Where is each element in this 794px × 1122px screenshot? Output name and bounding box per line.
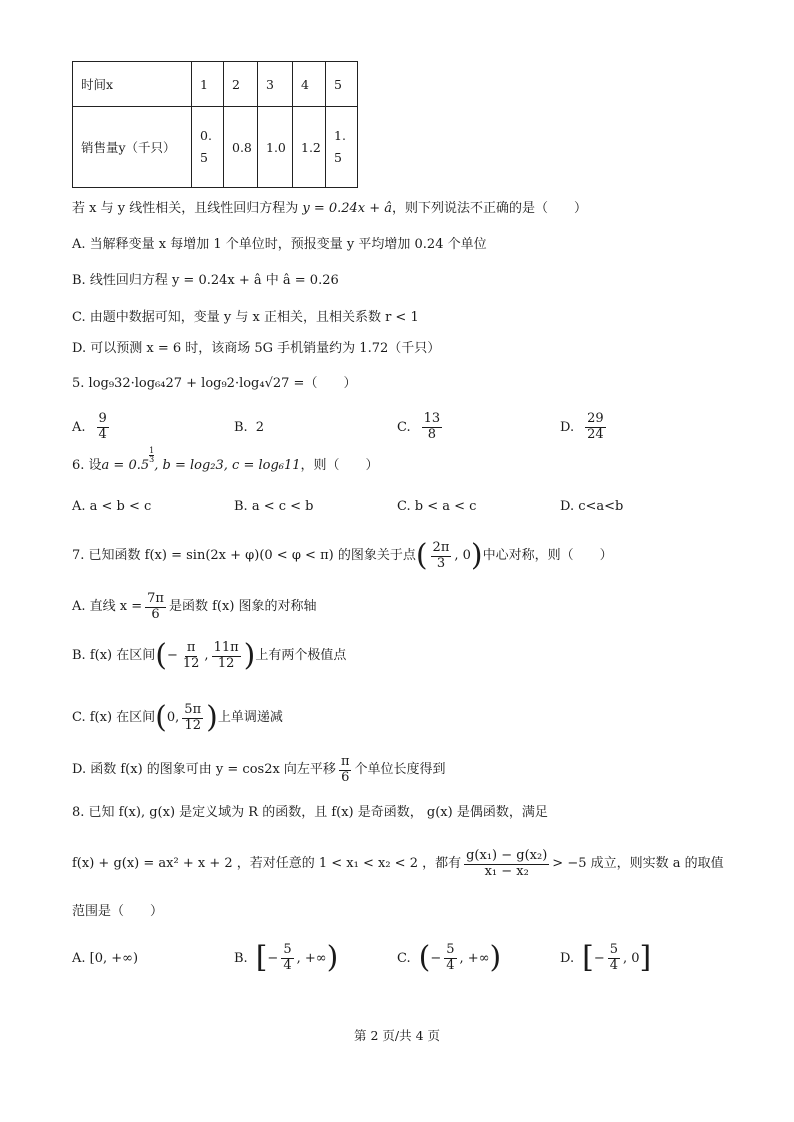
- q8-stem-end: 范围是（ ）: [72, 904, 164, 919]
- denominator: 4: [609, 957, 618, 973]
- fraction: [145, 592, 166, 623]
- q4-option-d: D. 可以预测 x = 6 时，该商场 5G 手机销量约为 1.72（千只）: [72, 341, 441, 356]
- table-cell: [192, 107, 224, 188]
- q8-stem: 8. 已知 f(x), g(x) 是定义域为 R 的函数，且 f(x) 是奇函数， g(x) 是偶函数，满足: [72, 805, 548, 820]
- minus-sign: −: [267, 950, 279, 966]
- denominator: 3: [149, 455, 155, 464]
- fraction: [181, 641, 202, 672]
- table-cell: 2: [224, 62, 258, 107]
- comma: ,: [204, 648, 209, 664]
- q4-stem-tail: ，则下列说法不正确的是（ ）: [392, 201, 588, 216]
- paren-close: ): [206, 700, 218, 735]
- numerator: 5: [283, 941, 292, 957]
- q4-option-b: B. 线性回归方程 y = 0.24x + â 中 â = 0.26: [72, 273, 339, 288]
- denominator: 4: [283, 957, 292, 973]
- minus-sign: −: [593, 950, 605, 966]
- option-text: D. 函数 f(x) 的图象可由 y = cos2x 向左平移: [72, 762, 336, 778]
- q5-option-d: [560, 407, 609, 447]
- paren-open: (: [155, 700, 167, 735]
- fraction: [422, 412, 443, 443]
- q4-equation: y = 0.24x + â: [302, 201, 393, 216]
- table-cell: 1: [192, 62, 224, 107]
- q7-option-c: [72, 697, 283, 739]
- denominator: 6: [341, 769, 350, 785]
- interval-start: 0,: [166, 710, 180, 726]
- option-label: D.: [560, 419, 575, 435]
- fraction: [464, 849, 549, 880]
- q6-stem: [72, 446, 379, 474]
- interval-end: , 0: [623, 950, 640, 966]
- fraction: [212, 641, 241, 672]
- q6-stem-text: 6. 设: [72, 458, 102, 474]
- numerator: g(x₁) − g(x₂): [466, 847, 548, 863]
- denominator: 12: [217, 655, 235, 671]
- denominator: 12: [184, 717, 201, 733]
- q8-condition-tail: > −5 成立，则实数 a 的取值: [552, 856, 724, 872]
- option-text: 上单调递减: [217, 710, 283, 726]
- q4-stem: [72, 201, 587, 217]
- q6-options: [72, 486, 712, 526]
- option-text: B. f(x) 在区间: [72, 648, 156, 664]
- q5-option-a: [72, 407, 112, 447]
- numerator: 5: [446, 941, 455, 957]
- q7-option-d: [72, 749, 446, 791]
- bracket-close: ]: [639, 940, 652, 975]
- fraction: [585, 412, 606, 443]
- exponent-fraction: [149, 447, 154, 464]
- option-text: 上有两个极值点: [255, 648, 347, 664]
- table-cell: 5: [326, 62, 358, 107]
- table-cell: 1.0: [258, 107, 293, 188]
- option-label: D.: [560, 950, 575, 966]
- q8-options: [72, 938, 712, 978]
- interval-end: , +∞: [459, 950, 490, 966]
- q5-option-c: [397, 407, 445, 447]
- q7-stem-tail: 中心对称，则（ ）: [482, 548, 613, 564]
- numerator: π: [340, 753, 350, 769]
- q5-stem: 5. log₉32·log₆₄27 + log₉2·log₄√27 =（ ）: [72, 376, 357, 391]
- q6-option-b: B. a < c < b: [234, 498, 314, 514]
- q7-option-a: [72, 586, 317, 628]
- numerator: 2π: [432, 539, 450, 555]
- paren-close: ): [470, 538, 483, 573]
- q5-option-b: [234, 407, 264, 447]
- page-footer: 第 2 页/共 4 页: [353, 1028, 440, 1043]
- numerator: 9: [98, 410, 107, 426]
- q4-option-a: A. 当解释变量 x 每增加 1 个单位时，预报变量 y 平均增加 0.24 个单位: [72, 237, 487, 252]
- q4-option-c: C. 由题中数据可知，变量 y 与 x 正相关，且相关系数 r < 1: [72, 310, 419, 325]
- q8-condition: [72, 843, 724, 885]
- option-label: B.: [234, 950, 248, 966]
- bracket-open: [: [582, 940, 594, 975]
- option-label: A.: [72, 419, 86, 435]
- q6-stem-tail: ，则（ ）: [300, 458, 379, 474]
- numerator: 1: [149, 446, 155, 455]
- q6-option-d: D. c<a<b: [560, 498, 624, 514]
- wrapped-value: 1.5: [334, 128, 346, 165]
- q8-option-b: [234, 938, 338, 978]
- fraction: [182, 703, 203, 734]
- numerator: 13: [423, 410, 441, 426]
- q6-expr-a: a = 0.5: [101, 458, 150, 474]
- numerator: 5π: [184, 701, 202, 717]
- q7-stem-text: 7. 已知函数 f(x) = sin(2x + φ)(0 < φ < π) 的图象关于点: [72, 548, 416, 564]
- denominator: 3: [436, 555, 446, 571]
- numerator: π: [186, 639, 196, 655]
- option-label: B.: [234, 419, 248, 435]
- paren-open: (: [155, 638, 167, 673]
- q7-stem: [72, 535, 613, 577]
- numerator: 29: [587, 410, 604, 426]
- denominator: 24: [587, 426, 604, 442]
- denominator: 12: [182, 655, 200, 671]
- q6-option-c: C. b < a < c: [397, 498, 477, 514]
- paren-close: ): [489, 940, 502, 975]
- q8-option-a: A. [0, +∞): [72, 950, 139, 966]
- q8-option-d: [560, 938, 651, 978]
- option-value: 2: [255, 419, 264, 435]
- option-text: 是函数 f(x) 图象的对称轴: [168, 599, 317, 615]
- table-header-time: 时间x: [73, 62, 192, 107]
- paren-close: ): [326, 940, 339, 975]
- option-label: C.: [397, 950, 411, 966]
- q7-option-b: [72, 635, 346, 677]
- table-row-time: [73, 62, 358, 107]
- denominator: x₁ − x₂: [484, 863, 529, 879]
- q8-option-c: [397, 938, 501, 978]
- table-cell: [326, 107, 358, 188]
- q5-options: [72, 407, 712, 447]
- table-header-sales: 销售量y（千只）: [73, 107, 192, 188]
- paren-open: (: [415, 538, 428, 573]
- interval-end: , +∞: [296, 950, 327, 966]
- option-text: 个单位长度得到: [354, 762, 446, 778]
- point-tail: , 0: [454, 548, 471, 564]
- table-cell: 3: [258, 62, 293, 107]
- q8-condition-text: f(x) + g(x) = ax² + x + 2 ，若对任意的 1 < x₁ < x₂ < 2 ，都有: [72, 856, 462, 872]
- q6-option-a: A. a < b < c: [72, 498, 152, 514]
- q4-stem-text: 若 x 与 y 线性相关，且线性回归方程为: [72, 201, 303, 216]
- denominator: 6: [151, 606, 160, 622]
- q6-expr-b: , b = log₂3, c = log₆11: [154, 458, 301, 474]
- fraction: [97, 412, 109, 443]
- denominator: 8: [427, 426, 437, 442]
- numerator: 11π: [213, 639, 239, 655]
- bracket-open: [: [255, 940, 268, 975]
- paren-open: (: [418, 940, 431, 975]
- sales-table: [72, 61, 358, 188]
- minus-sign: −: [166, 648, 178, 664]
- table-row-sales: [73, 107, 358, 188]
- wrapped-value: 0.5: [200, 128, 212, 165]
- fraction: [281, 943, 293, 974]
- fraction: [444, 943, 456, 974]
- option-label: C.: [397, 419, 411, 435]
- denominator: 4: [98, 426, 107, 442]
- minus-sign: −: [430, 950, 442, 966]
- numerator: 5: [609, 941, 618, 957]
- fraction: [431, 541, 452, 572]
- table-cell: 4: [293, 62, 326, 107]
- option-text: C. f(x) 在区间: [72, 710, 156, 726]
- paren-close: ): [243, 638, 256, 673]
- table-cell: 0.8: [224, 107, 258, 188]
- denominator: 4: [446, 957, 455, 973]
- option-text: A. 直线 x =: [72, 599, 143, 615]
- numerator: 7π: [147, 590, 164, 606]
- fraction: [608, 943, 620, 974]
- fraction: [339, 755, 352, 786]
- table-cell: 1.2: [293, 107, 326, 188]
